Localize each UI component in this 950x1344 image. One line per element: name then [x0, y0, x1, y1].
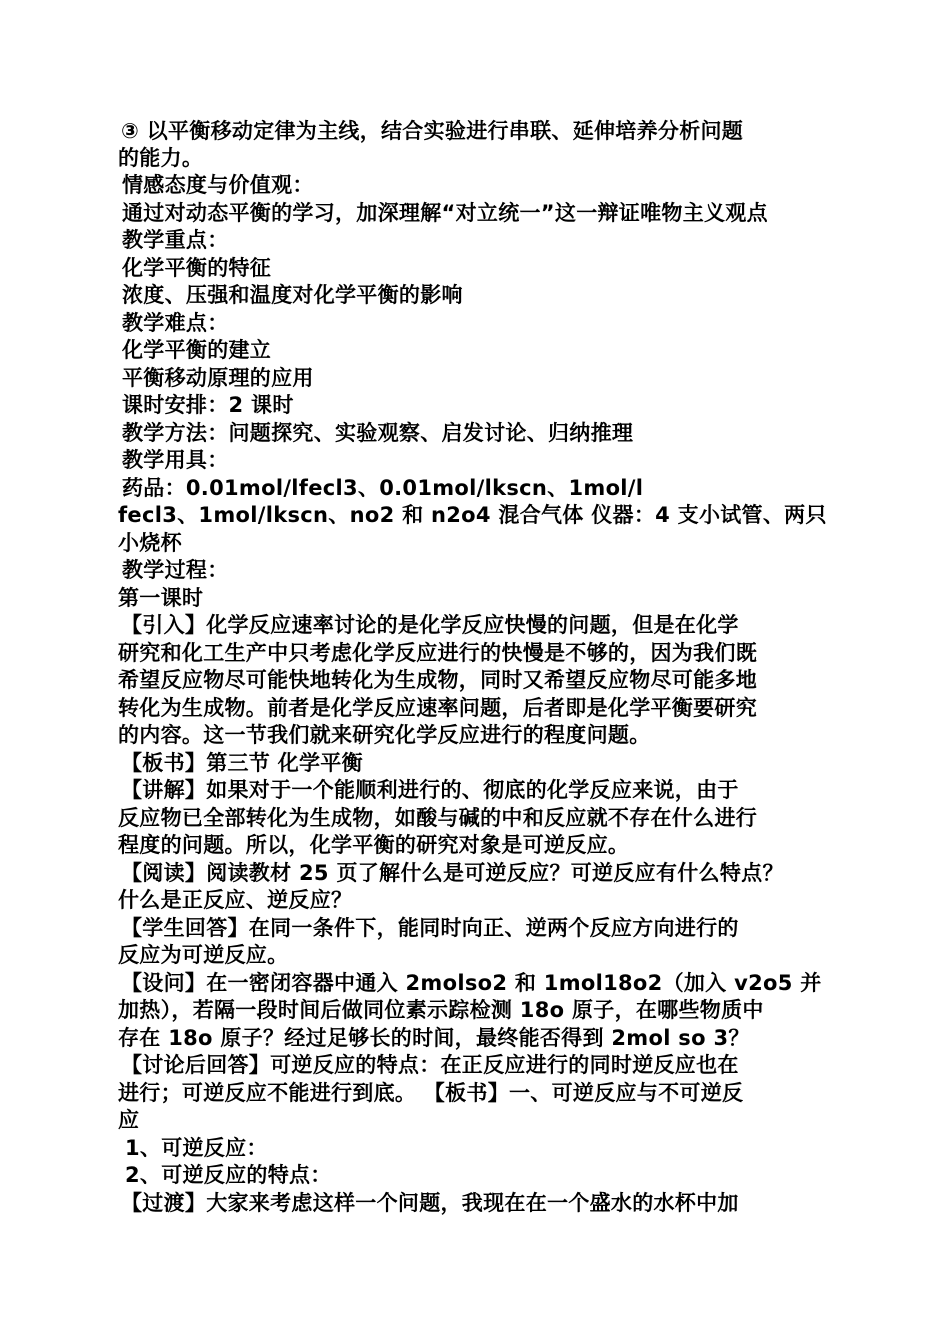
section-heading: 情感态度与价值观： [122, 173, 314, 197]
text-line: 研究和化工生产中只考虑化学反应进行的快慢是不够的，因为我们既 [118, 641, 757, 665]
text-line: 2、可逆反应的特点： [125, 1163, 332, 1187]
text-line: 希望反应物尽可能快地转化为生成物，同时又希望反应物尽可能多地 [118, 668, 757, 692]
text-line: 1、可逆反应： [125, 1136, 268, 1160]
text-line: 平衡移动原理的应用 [122, 366, 314, 390]
section-heading: 教学用具： [122, 448, 229, 472]
text-line: 的内容。这一节我们就来研究化学反应进行的程度问题。 [118, 723, 651, 747]
section-heading: 第一课时 [118, 586, 204, 610]
text-line: 教学方法：问题探究、实验观察、启发讨论、归纳推理 [122, 421, 634, 445]
text-line: 什么是正反应、逆反应？ [118, 888, 353, 912]
text-line: 反应物已全部转化为生成物，如酸与碱的中和反应就不存在什么进行 [118, 806, 757, 830]
text-line: 【讨论后回答】可逆反应的特点：在正反应进行的同时逆反应也在 [121, 1053, 739, 1077]
text-line: fecl3、1mol/lkscn、no2 和 n2o4 混合气体 仪器：4 支小试管、两只 [118, 503, 827, 527]
text-line: 课时安排：2 课时 [122, 393, 294, 417]
text-line: 【设问】在一密闭容器中通入 2molso2 和 1mol18o2（加入 v2o5 并 [121, 971, 822, 995]
text-line: 化学平衡的建立 [122, 338, 272, 362]
text-line: 小烧杯 [118, 531, 182, 555]
text-line: 进行；可逆反应不能进行到底。 【板书】一、可逆反应与不可逆反 [118, 1081, 744, 1105]
text-line: 反应为可逆反应。 [118, 943, 289, 967]
text-line: 通过对动态平衡的学习，加深理解“对立统一”这一辩证唯物主义观点 [122, 201, 768, 225]
text-line: 加热），若隔一段时间后做同位素示踪检测 18o 原子，在哪些物质中 [118, 998, 764, 1022]
section-heading: 教学难点： [122, 311, 229, 335]
text-line: 化学平衡的特征 [122, 256, 272, 280]
text-line: 药品：0.01mol/lfecl3、0.01mol/lkscn、1mol/l [122, 476, 644, 500]
text-line: ③ 以平衡移动定律为主线，结合实验进行串联、延伸培养分析问题 [121, 119, 744, 143]
text-line: 应 [118, 1108, 140, 1132]
section-heading: 教学重点： [122, 228, 229, 252]
text-line: 程度的问题。所以，化学平衡的研究对象是可逆反应。 [118, 833, 630, 857]
text-line: 【板书】第三节 化学平衡 [121, 751, 363, 775]
section-heading: 教学过程： [122, 558, 229, 582]
text-line: 转化为生成物。前者是化学反应速率问题，后者即是化学平衡要研究 [118, 696, 757, 720]
text-line: 【引入】化学反应速率讨论的是化学反应快慢的问题，但是在化学 [121, 613, 739, 637]
text-line: 【阅读】阅读教材 25 页了解什么是可逆反应？可逆反应有什么特点？ [121, 861, 784, 885]
text-line: 的能力。 [118, 146, 204, 170]
text-line: 【过渡】大家来考虑这样一个问题，我现在在一个盛水的水杯中加 [121, 1191, 739, 1215]
text-line: 【讲解】如果对于一个能顺利进行的、彻底的化学反应来说，由于 [121, 778, 739, 802]
text-line: 存在 18o 原子？经过足够长的时间，最终能否得到 2mol so 3？ [118, 1026, 750, 1050]
text-line: 浓度、压强和温度对化学平衡的影响 [122, 283, 463, 307]
text-line: 【学生回答】在同一条件下，能同时向正、逆两个反应方向进行的 [121, 916, 739, 940]
